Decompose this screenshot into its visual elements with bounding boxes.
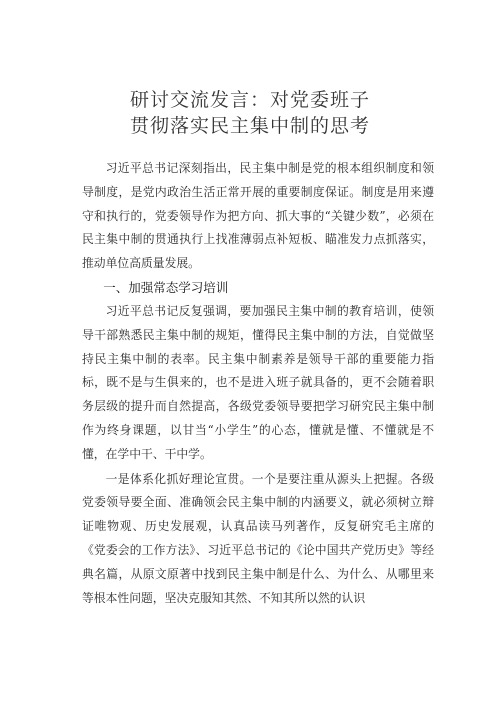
document-title-line2: 贯彻落实民主集中制的思考	[129, 115, 370, 137]
intro-paragraph: 习近平总书记深刻指出，民主集中制是党的根本组织制度和领导制度，是党内政治生活正常开展的重要制度保证。制度是用来遵守和执行的，党委领导作为把方向、抓大事的“关键少数”，必须在民主集中制的贯通执行上找准薄弱点补短板、瞄准发力点抓落实，推动单位高质量发展。	[82, 161, 434, 271]
section1-paragraph: 习近平总书记反复强调，要加强民主集中制的教育培训，使领导干部熟悉民主集中制的规矩，懂得民主集中制的方法，自觉做坚持民主集中制的表率。民主集中制素养是领导干部的重要能力指标，既不是与生俱来的，也不是进入班子就具备的，更不会随着职务层级的提升而自然提高，各级党委领导要把学习研究民主集中制作为终身课题，以甘当“小学生”的心态，懂就是懂、不懂就是不懂，在学中干、干中学。	[82, 303, 434, 461]
section1-heading: 一、加强常态学习培训	[103, 279, 229, 295]
document-body	[82, 157, 434, 610]
section1-paragraph: 一是体系化抓好理论宣贯。一个是要注重从源头上把握。各级党委领导要全面、准确领会民主集中制的内涵要义，就必须树立辩证唯物观、历史发展观，认真品读马列著作，反复研究毛主席的《党委会的工作方法》、习近平总书记的《论中国共产党历史》等经典名篇，从原文原著中找到民主集中制是什么、为什么、从哪里来等根本性问题，坚决克服知其然、不知其所以然的认识	[82, 471, 434, 605]
document-title-line1: 研讨交流发言：对党委班子	[129, 89, 370, 111]
